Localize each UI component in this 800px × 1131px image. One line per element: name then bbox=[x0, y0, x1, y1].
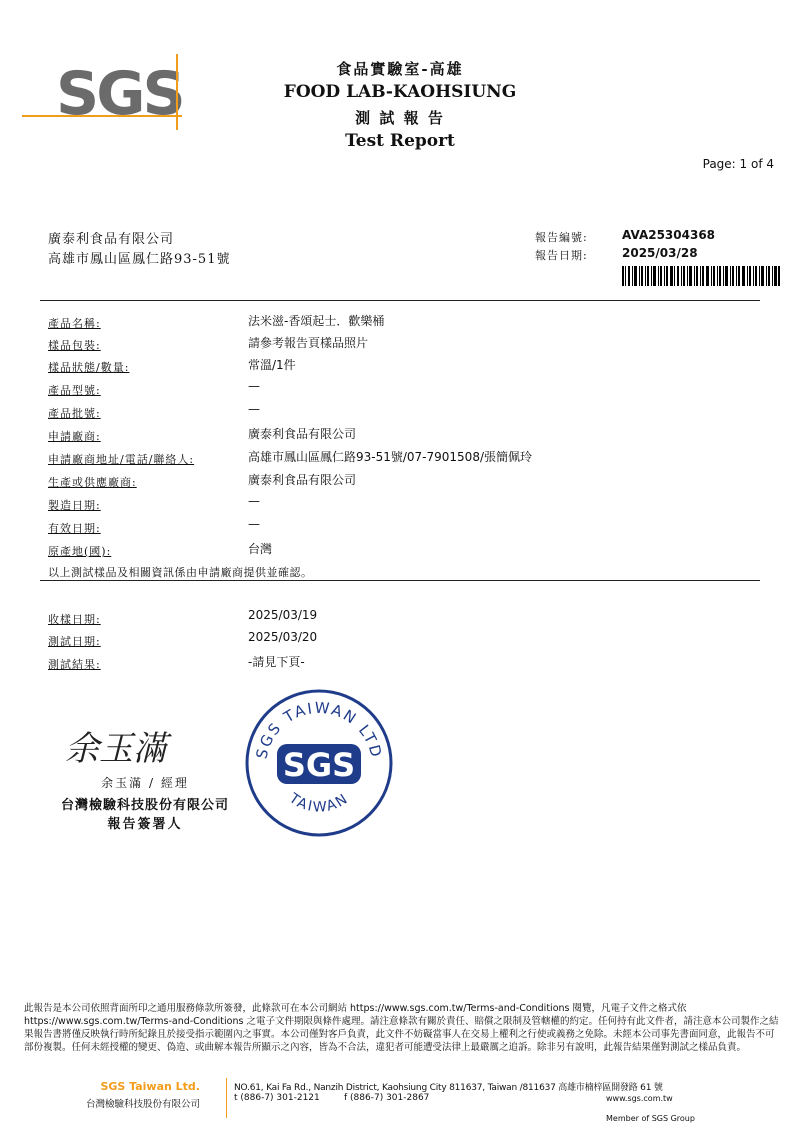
field-value: 廣泰利食品有限公司 bbox=[248, 473, 357, 487]
report-date-value: 2025/03/28 bbox=[622, 246, 698, 260]
field-row bbox=[48, 379, 101, 398]
field-label: 製造日期: bbox=[48, 499, 101, 512]
svg-text:TAIWAN: TAIWAN bbox=[286, 790, 352, 816]
date-value: 2025/03/19 bbox=[248, 608, 318, 622]
field-label: 有效日期: bbox=[48, 522, 101, 535]
date-row bbox=[48, 608, 101, 627]
client-address: 高雄市鳳山區鳳仁路93-51號 bbox=[48, 252, 231, 267]
svg-text:SGS: SGS bbox=[56, 59, 183, 129]
field-value: — bbox=[248, 517, 260, 531]
svg-text:SGS: SGS bbox=[282, 746, 356, 784]
svg-text:SGS TAIWAN LTD: SGS TAIWAN LTD bbox=[252, 698, 386, 761]
field-label: 產品名稱: bbox=[48, 317, 101, 330]
field-row bbox=[48, 402, 101, 421]
date-label: 測試日期: bbox=[48, 635, 101, 648]
footer-divider bbox=[226, 1078, 227, 1118]
field-label: 申請廠商: bbox=[48, 430, 101, 443]
field-row bbox=[48, 448, 194, 467]
divider-top bbox=[40, 300, 760, 301]
lab-title-en: FOOD LAB-KAOHSIUNG bbox=[283, 82, 517, 102]
field-value: 常溫/1件 bbox=[248, 358, 296, 372]
date-value: 2025/03/20 bbox=[248, 630, 318, 644]
field-row bbox=[48, 334, 101, 353]
stamp-graphic bbox=[244, 688, 394, 838]
field-label: 樣品包裝: bbox=[48, 339, 101, 352]
report-date-label: 報告日期: bbox=[535, 249, 588, 262]
field-row bbox=[48, 517, 101, 536]
field-row bbox=[48, 494, 101, 513]
footer-company-en: SGS Taiwan Ltd. bbox=[100, 1080, 200, 1093]
signer-role: 報告簽署人 bbox=[107, 817, 183, 832]
footer-fax: f (886-7) 301-2867 bbox=[344, 1093, 430, 1103]
field-row bbox=[48, 540, 111, 559]
field-value: 法米滋-香頌起士．歡樂桶 bbox=[248, 314, 385, 328]
field-value: 台灣 bbox=[248, 542, 273, 556]
field-value: — bbox=[248, 379, 260, 393]
field-row bbox=[48, 356, 129, 375]
field-value: 請參考報告頁樣品照片 bbox=[248, 336, 369, 350]
date-value: -請見下頁- bbox=[248, 655, 305, 669]
field-value: — bbox=[248, 494, 260, 508]
report-title-en: Test Report bbox=[345, 131, 455, 151]
handwritten-signature bbox=[60, 720, 190, 772]
divider-middle bbox=[40, 580, 760, 581]
report-no-value: AVA25304368 bbox=[622, 228, 716, 242]
footer-member: Member of SGS Group bbox=[606, 1114, 695, 1123]
terms-text: 此報告是本公司依照背面所印之通用服務條款所簽發，此條款可在本公司網站 https://www.sgs.com.tw/Terms-and-Conditions 閱覽，凡電子文件之格式依 https://www.sgs.com.tw/Terms-and-Conditions 之電子文件期限與條件處理。請注意條款有關於責任、賠償之限制及管轄權的約定。任何持有此文件者，請注意本公司製作之結果報告書將僅反映執行時所紀錄且於接受指示範圍內之事實。本公司僅對客戶負責，此文件不妨礙當事人在交易上權利之行使或義務之免除。未經本公司事先書面同意，此報告不可部份複製。任何未經授權的變更、偽造、或曲解本報告所顯示之內容，皆為不合法，違犯者可能遭受法律上最嚴厲之追訴。除非另有說明，此報告結果僅對測試之樣品負責。 bbox=[24, 1003, 779, 1053]
field-row bbox=[48, 312, 101, 331]
field-value: — bbox=[248, 402, 260, 416]
footer-company bbox=[24, 1080, 200, 1110]
svg-text:余玉滿: 余玉滿 bbox=[65, 729, 167, 769]
footer-website: www.sgs.com.tw bbox=[606, 1094, 673, 1103]
barcode bbox=[622, 266, 780, 290]
field-row bbox=[48, 425, 101, 444]
date-label: 測試結果: bbox=[48, 658, 101, 671]
client-name: 廣泰利食品有限公司 bbox=[48, 232, 175, 247]
date-row bbox=[48, 630, 101, 649]
field-label: 原產地(國): bbox=[48, 545, 112, 558]
date-row bbox=[48, 653, 101, 672]
signer-company: 台灣檢驗科技股份有限公司 bbox=[60, 798, 229, 813]
field-label: 生產或供應廠商: bbox=[48, 476, 137, 489]
signer-name-title: 余玉滿 / 經理 bbox=[101, 776, 189, 790]
footer-company-zh: 台灣檢驗科技股份有限公司 bbox=[85, 1099, 200, 1110]
lab-title-zh: 食品實驗室-高雄 bbox=[336, 60, 464, 78]
report-no-label: 報告編號: bbox=[535, 231, 588, 244]
field-row bbox=[48, 471, 137, 490]
footer-tel: t (886-7) 301-2121 bbox=[234, 1093, 320, 1103]
barcode-graphic bbox=[622, 266, 780, 286]
page-indicator: Page: 1 of 4 bbox=[702, 157, 774, 171]
date-label: 收樣日期: bbox=[48, 613, 101, 626]
confirm-note: 以上測試樣品及相關資訊係由申請廠商提供並確認。 bbox=[48, 566, 313, 579]
field-label: 申請廠商地址/電話/聯絡人: bbox=[48, 453, 195, 466]
field-value: 高雄市鳳山區鳳仁路93-51號/07-7901508/張簡佩玲 bbox=[248, 450, 532, 464]
field-label: 樣品狀態/數量: bbox=[48, 361, 130, 374]
signature-graphic bbox=[60, 720, 190, 772]
sgs-stamp bbox=[244, 688, 394, 838]
report-title-zh: 測 試 報 告 bbox=[355, 109, 445, 127]
field-label: 產品型號: bbox=[48, 384, 101, 397]
field-label: 產品批號: bbox=[48, 407, 101, 420]
footer-address: NO.61, Kai Fa Rd., Nanzih District, Kaohsiung City 811637, Taiwan /811637 高雄市楠梓區開發路 61 號 bbox=[234, 1083, 663, 1093]
field-value: 廣泰利食品有限公司 bbox=[248, 427, 357, 441]
